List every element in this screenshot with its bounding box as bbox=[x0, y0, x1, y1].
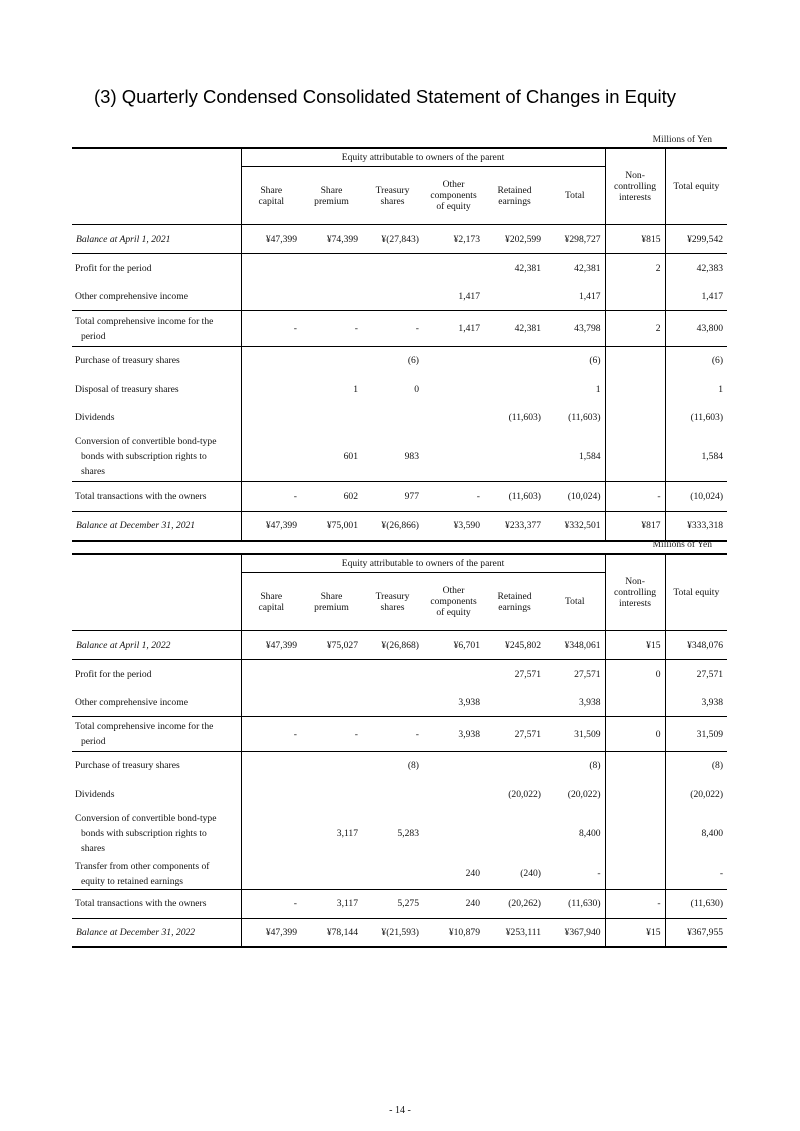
row-label-line: Dividends bbox=[75, 788, 115, 800]
cell-value bbox=[605, 432, 665, 482]
cell-value: 42,381 bbox=[514, 323, 541, 334]
total-equity-header: Total equity bbox=[665, 554, 727, 631]
cell-value: 1,417 bbox=[458, 323, 480, 334]
cell-value: (11,603) bbox=[665, 404, 727, 432]
cell-value: 1,417 bbox=[458, 290, 480, 302]
row-label-line: period bbox=[81, 330, 106, 342]
table-row bbox=[72, 283, 727, 311]
cell-value bbox=[241, 752, 301, 780]
cell-value: 1,584 bbox=[578, 450, 601, 462]
cell-value: 31,509 bbox=[574, 728, 601, 740]
cell-value: (6) bbox=[407, 355, 419, 367]
table-row bbox=[72, 311, 727, 347]
cell-value: (11,603) bbox=[508, 491, 541, 502]
cell-value: 27,571 bbox=[514, 728, 541, 740]
share-premium-header: Share premium bbox=[314, 184, 349, 207]
label-header bbox=[72, 554, 241, 631]
row-label bbox=[72, 432, 241, 482]
cell-value: 983 bbox=[404, 450, 419, 462]
row-label bbox=[72, 918, 241, 947]
row-label bbox=[72, 752, 241, 780]
cell-value: ¥348,076 bbox=[665, 631, 727, 660]
cell-value: (10,024) bbox=[567, 491, 601, 502]
row-label bbox=[72, 347, 241, 375]
cell-value: 1,417 bbox=[578, 290, 601, 302]
cell-value bbox=[241, 432, 301, 482]
cell-value: 602 bbox=[343, 491, 358, 502]
row-label-line: Total comprehensive income for the bbox=[75, 721, 214, 732]
cell-value: (20,022) bbox=[508, 788, 541, 800]
row-label bbox=[72, 660, 241, 689]
group-header: Equity attributable to owners of the parent bbox=[241, 554, 605, 573]
cell-value: ¥2,173 bbox=[453, 233, 480, 245]
row-label bbox=[72, 717, 241, 752]
cell-value: 31,509 bbox=[665, 717, 727, 752]
table-row bbox=[72, 780, 727, 809]
cell-value: (20,022) bbox=[567, 788, 601, 800]
cell-value: 2 bbox=[605, 254, 665, 283]
cell-value bbox=[301, 347, 362, 375]
cell-value: - bbox=[241, 717, 301, 752]
cell-value: ¥75,027 bbox=[326, 639, 358, 651]
group-header: Equity attributable to owners of the parent bbox=[241, 148, 605, 167]
row-label bbox=[72, 482, 241, 512]
cell-value: (11,630) bbox=[665, 889, 727, 918]
row-label bbox=[72, 311, 241, 347]
cell-value: 8,400 bbox=[665, 809, 727, 859]
cell-value: 1 bbox=[665, 375, 727, 404]
row-label-line: Purchase of treasury shares bbox=[75, 355, 180, 367]
table-row bbox=[72, 889, 727, 918]
cell-value: 42,381 bbox=[574, 262, 601, 274]
cell-value: ¥(26,868) bbox=[381, 639, 419, 651]
cell-value bbox=[423, 254, 484, 283]
cell-value bbox=[241, 689, 301, 717]
other-components-header: Other components of equity bbox=[430, 585, 477, 618]
cell-value bbox=[301, 254, 362, 283]
row-label-line: Conversion of convertible bond-type bbox=[75, 435, 217, 447]
cell-value: - bbox=[415, 728, 419, 740]
cell-value bbox=[423, 752, 484, 780]
cell-value: (240) bbox=[520, 868, 541, 879]
total-header: Total bbox=[564, 190, 585, 201]
cell-value: ¥298,727 bbox=[564, 233, 601, 245]
other-components-header: Other components of equity bbox=[430, 179, 477, 212]
cell-value: 1,584 bbox=[665, 432, 727, 482]
cell-value bbox=[301, 780, 362, 809]
table-row bbox=[72, 752, 727, 780]
cell-value bbox=[301, 859, 362, 890]
cell-value: 0 bbox=[414, 383, 419, 395]
cell-value: 43,800 bbox=[665, 311, 727, 347]
cell-value: 5,283 bbox=[397, 828, 419, 839]
cell-value bbox=[362, 283, 423, 311]
cell-value: 3,938 bbox=[665, 689, 727, 717]
non-controlling-header: Non- controlling interests bbox=[605, 148, 665, 225]
cell-value bbox=[605, 752, 665, 780]
cell-value bbox=[605, 404, 665, 432]
row-label-line: Conversion of convertible bond-type bbox=[75, 813, 217, 824]
cell-value bbox=[362, 780, 423, 809]
cell-value bbox=[241, 780, 301, 809]
row-label bbox=[72, 809, 241, 859]
cell-value bbox=[484, 689, 545, 717]
cell-value bbox=[484, 375, 545, 404]
cell-value: ¥(27,843) bbox=[381, 233, 419, 245]
cell-value: (10,024) bbox=[665, 482, 727, 512]
cell-value: ¥299,542 bbox=[665, 225, 727, 254]
cell-value: (11,630) bbox=[568, 898, 601, 909]
cell-value bbox=[301, 283, 362, 311]
cell-value bbox=[423, 660, 484, 689]
table-row bbox=[72, 225, 727, 254]
equity-table-2022 bbox=[72, 553, 727, 948]
cell-value: 42,383 bbox=[665, 254, 727, 283]
cell-value bbox=[423, 404, 484, 432]
cell-value bbox=[484, 752, 545, 780]
cell-value bbox=[362, 404, 423, 432]
cell-value: 27,571 bbox=[665, 660, 727, 689]
cell-value bbox=[241, 375, 301, 404]
share-capital-header: Share capital bbox=[241, 167, 301, 225]
cell-value bbox=[241, 254, 301, 283]
cell-value: 3,117 bbox=[336, 828, 358, 839]
cell-value: 3,117 bbox=[336, 898, 358, 909]
row-label-line: Balance at December 31, 2022 bbox=[76, 926, 196, 938]
row-label-line: equity to retained earnings bbox=[81, 875, 184, 887]
row-label-line: Total transactions with the owners bbox=[75, 491, 207, 502]
cell-value: ¥6,701 bbox=[453, 639, 480, 651]
table-row bbox=[72, 347, 727, 375]
cell-value bbox=[301, 752, 362, 780]
cell-value: 42,381 bbox=[514, 262, 541, 274]
row-label bbox=[72, 512, 241, 541]
cell-value: (8) bbox=[407, 760, 419, 772]
treasury-shares-header: Treasury shares bbox=[375, 590, 410, 613]
row-label bbox=[72, 889, 241, 918]
cell-value: (11,603) bbox=[568, 412, 601, 423]
row-label-line: shares bbox=[81, 465, 105, 477]
cell-value: ¥10,879 bbox=[448, 926, 480, 938]
cell-value bbox=[605, 689, 665, 717]
cell-value: 601 bbox=[343, 450, 358, 462]
row-label bbox=[72, 225, 241, 254]
cell-value: (11,603) bbox=[508, 412, 541, 423]
cell-value: 3,938 bbox=[458, 728, 480, 740]
cell-value: (6) bbox=[665, 347, 727, 375]
row-label-line: shares bbox=[81, 843, 105, 854]
row-label bbox=[72, 283, 241, 311]
cell-value bbox=[362, 859, 423, 890]
share-premium-header: Share premium bbox=[314, 590, 349, 613]
cell-value: (20,022) bbox=[665, 780, 727, 809]
cell-value: - bbox=[605, 482, 665, 512]
unit-label: Millions of Yen bbox=[652, 135, 712, 145]
total-equity-header: Total equity bbox=[665, 148, 727, 225]
row-label-line: bonds with subscription rights to bbox=[81, 828, 207, 839]
share-capital-header: Share capital bbox=[241, 573, 301, 631]
cell-value: ¥47,399 bbox=[241, 918, 301, 947]
equity-table-2021 bbox=[72, 147, 727, 542]
cell-value: ¥233,377 bbox=[505, 520, 541, 532]
non-controlling-header: Non- controlling interests bbox=[605, 554, 665, 631]
cell-value: ¥78,144 bbox=[326, 926, 358, 938]
cell-value: 1,417 bbox=[665, 283, 727, 311]
cell-value: 5,275 bbox=[397, 898, 419, 909]
row-label bbox=[72, 375, 241, 404]
cell-value: 43,798 bbox=[574, 323, 601, 334]
cell-value: ¥3,590 bbox=[453, 520, 480, 532]
row-label-line: Purchase of treasury shares bbox=[75, 760, 180, 772]
row-label-line: bonds with subscription rights to bbox=[81, 450, 207, 462]
cell-value: ¥(21,593) bbox=[381, 926, 419, 938]
cell-value: - bbox=[415, 323, 419, 334]
table-row bbox=[72, 404, 727, 432]
row-label bbox=[72, 780, 241, 809]
row-label-line: period bbox=[81, 736, 106, 747]
cell-value bbox=[241, 660, 301, 689]
page-number: - 14 - bbox=[389, 1105, 411, 1116]
row-label-line: Total comprehensive income for the bbox=[75, 315, 214, 327]
cell-value: ¥15 bbox=[605, 918, 665, 947]
cell-value bbox=[301, 404, 362, 432]
cell-value: - bbox=[354, 323, 358, 334]
row-label-line: Other comprehensive income bbox=[75, 290, 188, 302]
cell-value: ¥815 bbox=[605, 225, 665, 254]
table-row bbox=[72, 375, 727, 404]
cell-value bbox=[484, 347, 545, 375]
cell-value: 8,400 bbox=[578, 828, 601, 839]
cell-value bbox=[362, 660, 423, 689]
cell-value: 3,938 bbox=[578, 696, 601, 708]
cell-value: ¥74,399 bbox=[326, 233, 358, 245]
cell-value bbox=[423, 809, 484, 859]
retained-earnings-header: Retained earnings bbox=[497, 184, 532, 207]
row-label-line: Profit for the period bbox=[75, 668, 152, 680]
row-label-line: Balance at April 1, 2022 bbox=[76, 639, 171, 651]
unit-label: Millions of Yen bbox=[652, 540, 712, 550]
row-label bbox=[72, 631, 241, 660]
table-row bbox=[72, 512, 727, 541]
cell-value bbox=[605, 283, 665, 311]
table-row bbox=[72, 918, 727, 947]
row-label bbox=[72, 404, 241, 432]
cell-value: 27,571 bbox=[514, 668, 541, 680]
cell-value: ¥15 bbox=[605, 631, 665, 660]
cell-value bbox=[423, 375, 484, 404]
table-row bbox=[72, 631, 727, 660]
table-row bbox=[72, 254, 727, 283]
cell-value: - bbox=[241, 311, 301, 347]
table-row bbox=[72, 717, 727, 752]
cell-value: ¥333,318 bbox=[665, 512, 727, 541]
cell-value bbox=[605, 780, 665, 809]
cell-value: ¥245,802 bbox=[505, 639, 541, 651]
cell-value: 240 bbox=[465, 868, 480, 879]
cell-value: 27,571 bbox=[574, 668, 601, 680]
cell-value: (8) bbox=[665, 752, 727, 780]
cell-value: ¥332,501 bbox=[564, 520, 601, 532]
cell-value: ¥47,399 bbox=[241, 631, 301, 660]
cell-value bbox=[423, 347, 484, 375]
cell-value: - bbox=[241, 482, 301, 512]
cell-value: ¥47,399 bbox=[241, 225, 301, 254]
cell-value: 1 bbox=[595, 383, 601, 395]
cell-value bbox=[484, 432, 545, 482]
cell-value: 240 bbox=[465, 898, 480, 909]
cell-value: 3,938 bbox=[458, 696, 480, 708]
cell-value bbox=[423, 780, 484, 809]
cell-value bbox=[605, 347, 665, 375]
row-label-line: Dividends bbox=[75, 412, 115, 423]
table-row bbox=[72, 809, 727, 859]
cell-value bbox=[241, 809, 301, 859]
cell-value bbox=[241, 859, 301, 890]
retained-earnings-header: Retained earnings bbox=[497, 590, 532, 613]
cell-value bbox=[241, 347, 301, 375]
cell-value bbox=[362, 689, 423, 717]
cell-value bbox=[241, 404, 301, 432]
cell-value bbox=[605, 859, 665, 890]
cell-value: - bbox=[665, 859, 727, 890]
row-label bbox=[72, 254, 241, 283]
cell-value bbox=[241, 283, 301, 311]
row-label-line: Profit for the period bbox=[75, 262, 152, 274]
cell-value: ¥75,001 bbox=[326, 520, 358, 532]
cell-value: ¥817 bbox=[605, 512, 665, 541]
table-row bbox=[72, 660, 727, 689]
cell-value: 1 bbox=[353, 383, 358, 395]
cell-value: ¥47,399 bbox=[241, 512, 301, 541]
cell-value: ¥253,111 bbox=[505, 926, 541, 938]
cell-value bbox=[301, 689, 362, 717]
cell-value: - bbox=[354, 728, 358, 740]
cell-value: 0 bbox=[605, 660, 665, 689]
cell-value bbox=[605, 375, 665, 404]
cell-value: - bbox=[605, 889, 665, 918]
cell-value: (20,262) bbox=[508, 898, 541, 909]
treasury-shares-header: Treasury shares bbox=[375, 184, 410, 207]
cell-value bbox=[484, 809, 545, 859]
cell-value bbox=[484, 283, 545, 311]
cell-value: 977 bbox=[404, 491, 419, 502]
row-label-line: Transfer from other components of bbox=[75, 860, 210, 872]
cell-value: - bbox=[597, 868, 601, 879]
cell-value bbox=[423, 432, 484, 482]
total-header: Total bbox=[564, 596, 585, 607]
cell-value bbox=[605, 809, 665, 859]
row-label-line: Balance at April 1, 2021 bbox=[76, 233, 171, 245]
cell-value: (6) bbox=[589, 355, 601, 367]
cell-value: ¥348,061 bbox=[564, 639, 601, 651]
cell-value: ¥367,940 bbox=[564, 926, 601, 938]
table-row bbox=[72, 482, 727, 512]
table-row bbox=[72, 432, 727, 482]
cell-value: ¥367,955 bbox=[665, 918, 727, 947]
cell-value: 2 bbox=[605, 311, 665, 347]
cell-value: - bbox=[241, 889, 301, 918]
cell-value bbox=[301, 660, 362, 689]
row-label bbox=[72, 859, 241, 890]
cell-value: 0 bbox=[605, 717, 665, 752]
cell-value: (8) bbox=[589, 760, 601, 772]
row-label-line: Total transactions with the owners bbox=[75, 898, 207, 909]
row-label-line: Disposal of treasury shares bbox=[75, 383, 179, 395]
cell-value: ¥(26,866) bbox=[381, 520, 419, 532]
page-title: (3) Quarterly Condensed Consolidated Statement of Changes in Equity bbox=[94, 86, 677, 107]
label-header bbox=[72, 148, 241, 225]
cell-value bbox=[362, 254, 423, 283]
table-row bbox=[72, 689, 727, 717]
cell-value: - bbox=[476, 491, 480, 502]
cell-value: ¥202,599 bbox=[505, 233, 541, 245]
row-label-line: Balance at December 31, 2021 bbox=[76, 520, 196, 532]
row-label bbox=[72, 689, 241, 717]
table-row bbox=[72, 859, 727, 890]
row-label-line: Other comprehensive income bbox=[75, 696, 188, 708]
